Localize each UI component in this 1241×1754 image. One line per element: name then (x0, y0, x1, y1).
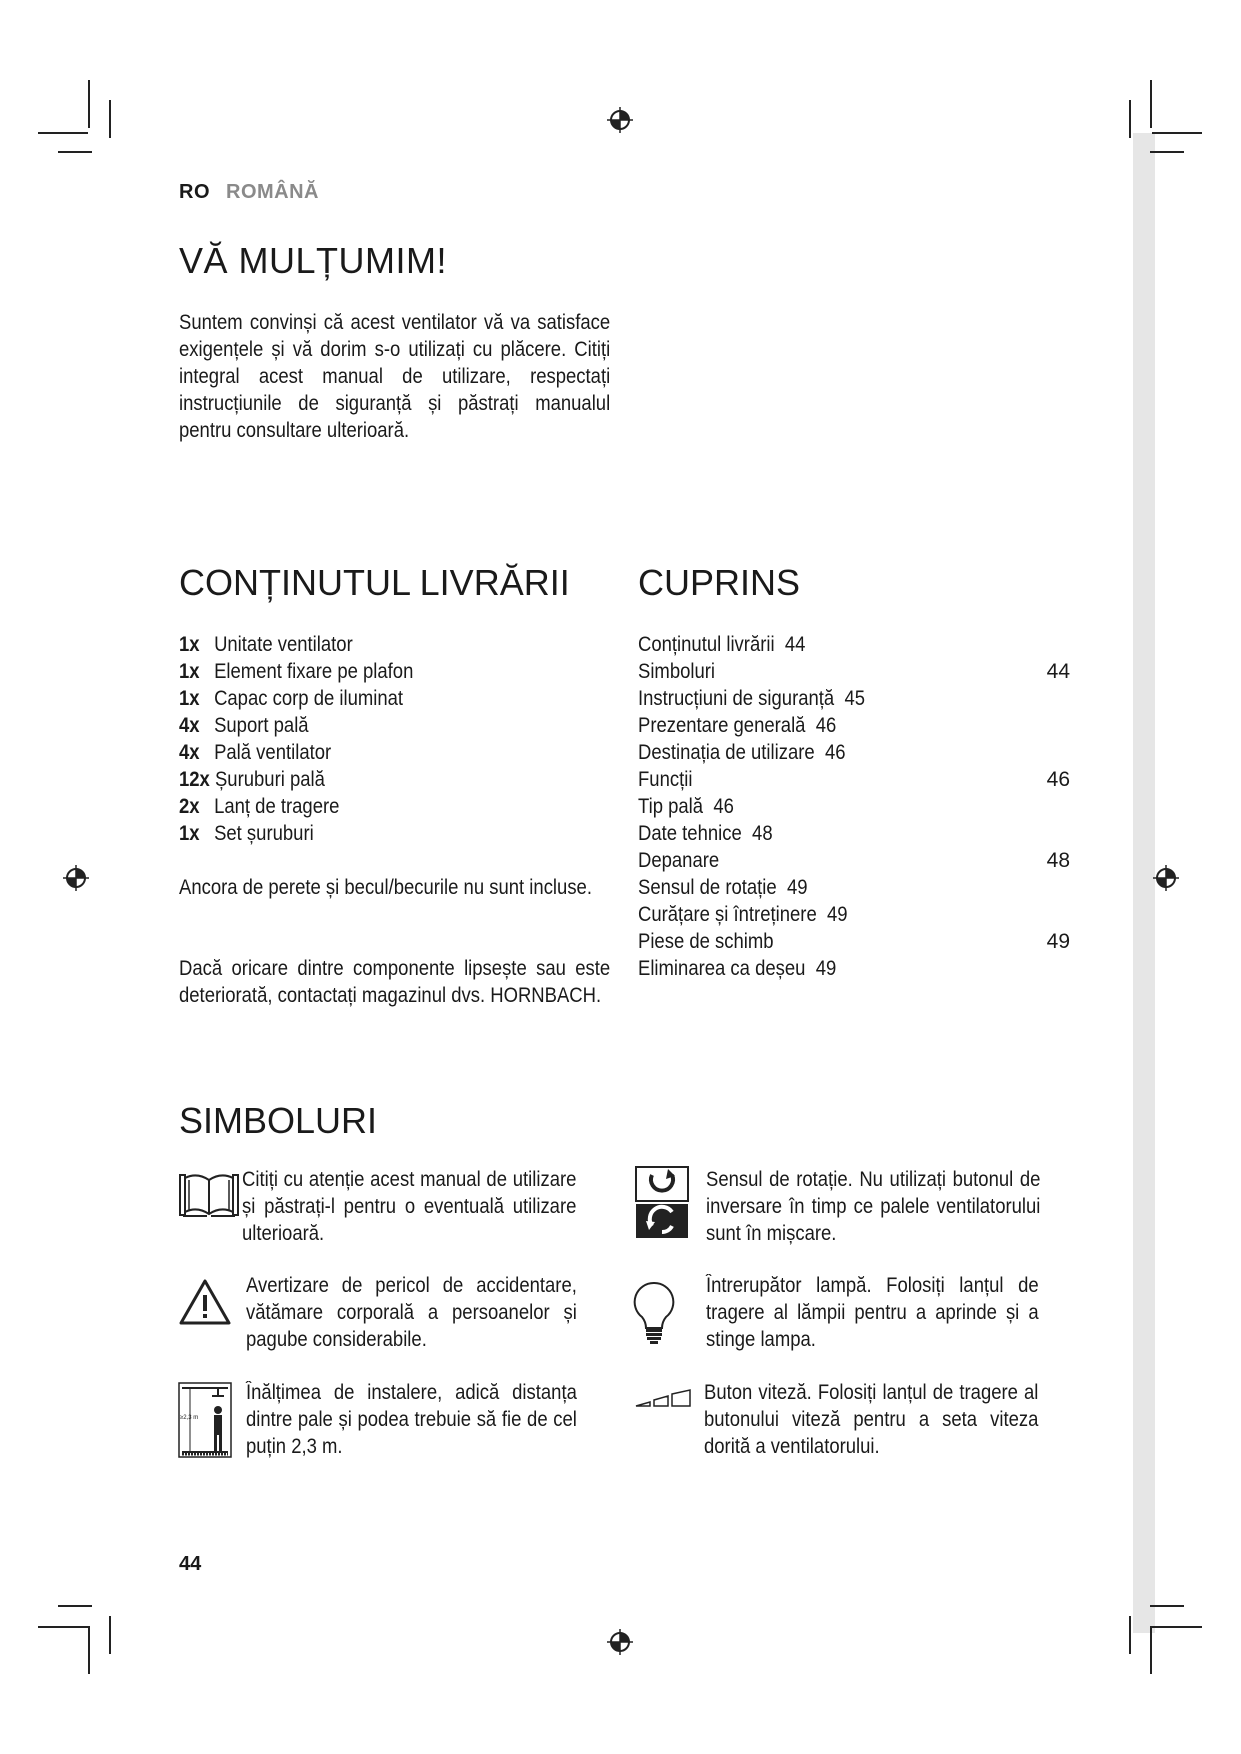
toc-label: Funcții (638, 768, 693, 791)
toc-item (638, 901, 1070, 928)
toc-item (638, 955, 1070, 982)
toc-label: Date tehnice (638, 822, 742, 845)
toc-page: 45 (844, 687, 866, 710)
toc-title: CUPRINS (638, 562, 801, 603)
toc-item (638, 874, 1070, 901)
item-label: Pală ventilator (214, 741, 332, 764)
toc-label: Eliminarea ca deșeu (638, 957, 806, 980)
book-icon (179, 1170, 239, 1220)
toc-item (638, 685, 1070, 712)
list-item (179, 631, 413, 658)
item-label: Șuruburi pală (214, 768, 325, 791)
list-item (179, 820, 413, 847)
toc-label: Instrucțiuni de siguranță (638, 687, 835, 710)
list-item (179, 658, 413, 685)
item-qty: 4x (179, 741, 200, 764)
page-number: 44 (179, 1553, 202, 1575)
toc-list (638, 631, 1070, 982)
toc-label: Curățare și întreținere (638, 903, 817, 926)
item-qty: 1x (179, 822, 200, 845)
toc-item (638, 793, 1070, 820)
list-item (179, 766, 413, 793)
symbols-title: SIMBOLURI (179, 1100, 378, 1141)
toc-label: Destinația de utilizare (638, 741, 815, 764)
toc-label: Simboluri (638, 660, 716, 683)
speed-levels-icon (634, 1388, 692, 1408)
thanks-text: Suntem convinși că acest ventilator vă va satisface exigențele și vă dorim s-o utilizați cu plăcere. Citiți integral acest manual de utilizare, respectați instrucțiunile de siguranță și păstrați manualul pentru consultare ulterioară. (179, 311, 611, 442)
item-qty: 1x (179, 660, 200, 683)
item-qty: 1x (179, 633, 200, 656)
toc-page: 46 (713, 795, 734, 818)
toc-label: Piese de schimb (638, 930, 774, 953)
installation-height-label: ≥2,3 m (180, 1415, 199, 1421)
toc-item (638, 847, 1070, 874)
toc-item (638, 712, 1070, 739)
toc-label: Depanare (638, 849, 720, 872)
warning-triangle-icon (178, 1278, 232, 1326)
toc-page: 46 (815, 714, 837, 737)
item-qty: 2x (179, 795, 200, 818)
item-qty: 12x (179, 768, 210, 791)
delivery-title: CONȚINUTUL LIVRĂRII (179, 562, 570, 603)
toc-label: Prezentare generală (638, 714, 806, 737)
toc-label: Sensul de rotație (638, 876, 777, 899)
item-qty: 1x (179, 687, 200, 710)
delivery-note-missing: Dacă oricare dintre componente lipsește sau este deteriorată, contactați magazinul dvs. HORNBACH. (179, 957, 611, 1007)
toc-label: Tip pală (638, 795, 704, 818)
symbol-text-speed: Buton viteză. Folosiți lanțul de tragere al butonului viteză pentru a seta viteza dorită a ventilatorului. (704, 1381, 1039, 1458)
light-bulb-icon (632, 1280, 676, 1346)
delivery-note-excluded: Ancora de perete și becul/becurile nu sunt incluse. (179, 876, 592, 899)
language-code: RO (179, 181, 210, 203)
delivery-list (179, 631, 445, 847)
registration-mark-icon (607, 1629, 633, 1655)
registration-mark-icon (63, 865, 89, 891)
toc-item (638, 820, 1070, 847)
list-item (179, 685, 413, 712)
item-qty: 4x (179, 714, 200, 737)
list-item (179, 712, 413, 739)
toc-page: 48 (1046, 849, 1070, 872)
list-item (179, 739, 413, 766)
toc-page: 49 (815, 957, 837, 980)
toc-item (638, 658, 1070, 685)
toc-page: 49 (1046, 930, 1070, 953)
toc-item (638, 739, 1070, 766)
symbol-text-height: Înălțimea de instalere, adică distanța dintre pale și podea trebuie să fie de cel puțin 2,3 m. (246, 1381, 577, 1458)
symbol-text-warning: Avertizare de pericol de accidentare, vătămare corporală a persoanelor și pagube considerabile. (246, 1274, 577, 1351)
symbol-text-book: Citiți cu atenție acest manual de utilizare și păstrați-l pentru o eventuală utilizare ulterioară. (242, 1168, 577, 1245)
side-strip (1133, 133, 1155, 1633)
symbol-text-lamp: Întrerupător lampă. Folosiți lanțul de tragere al lămpii pentru a aprinde și a stinge lampa. (706, 1274, 1039, 1351)
item-label: Element fixare pe plafon (214, 660, 414, 683)
toc-item (638, 928, 1070, 955)
installation-height-icon (178, 1382, 232, 1458)
toc-page: 44 (1046, 660, 1070, 683)
toc-page: 49 (786, 876, 808, 899)
registration-mark-icon (1153, 865, 1179, 891)
toc-page: 44 (784, 633, 806, 656)
item-label: Suport pală (214, 714, 309, 737)
language-header (179, 181, 319, 204)
toc-item (638, 766, 1070, 793)
toc-label: Conținutul livrării (638, 633, 775, 656)
list-item (179, 793, 413, 820)
thanks-title: VĂ MULȚUMIM! (179, 240, 448, 281)
item-label: Lanț de tragere (214, 795, 340, 818)
toc-page: 49 (826, 903, 848, 926)
toc-page: 46 (824, 741, 846, 764)
toc-page: 46 (1046, 768, 1070, 791)
registration-mark-icon (607, 107, 633, 133)
toc-page: 48 (752, 822, 773, 845)
item-label: Capac corp de iluminat (214, 687, 404, 710)
rotation-direction-icon (635, 1166, 689, 1240)
language-name: ROMÂNĂ (226, 181, 319, 203)
item-label: Set șuruburi (214, 822, 314, 845)
toc-item (638, 631, 1070, 658)
item-label: Unitate ventilator (214, 633, 353, 656)
symbol-text-rotation: Sensul de rotație. Nu utilizați butonul de inversare în timp ce palele ventilatorului sunt în mișcare. (706, 1168, 1041, 1245)
